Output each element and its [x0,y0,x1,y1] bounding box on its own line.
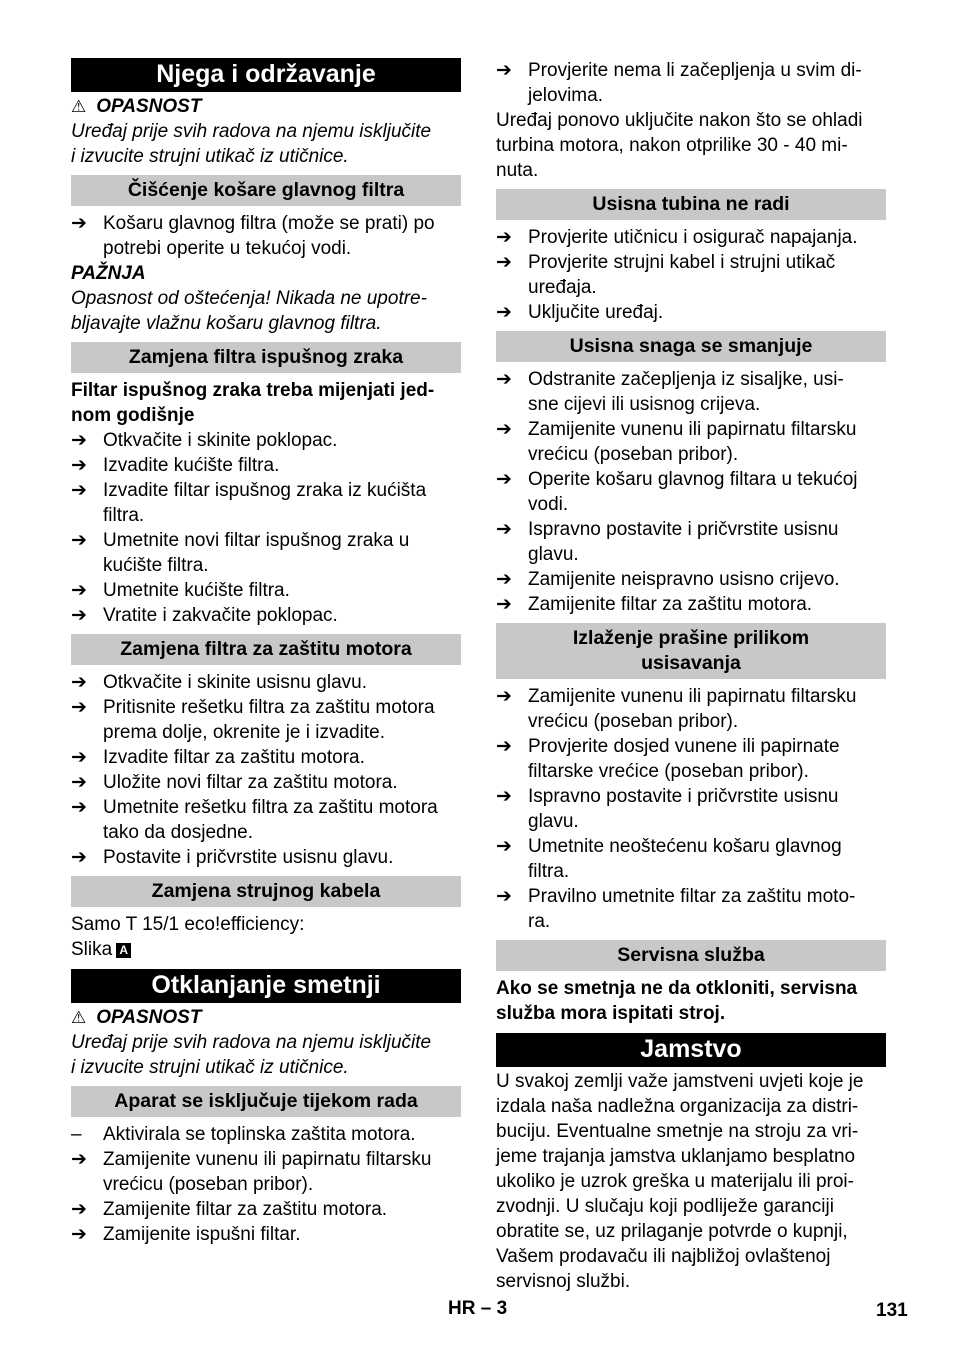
list-item: ➔ Provjerite dosjed vunene ili papirnate filtarske vrećice (poseban pribor). [496,736,840,782]
list-item: ➔ Zamijenite vunenu ili papirnatu filtarsku vrećicu (poseban pribor). [71,1149,432,1195]
heading-otklanjanje: Otklanjanje smetnji [71,969,461,1003]
figure-a-badge: A [116,943,131,958]
arrow-right-icon: ➔ [71,1149,87,1170]
list-item: ➔ Izvadite filtar ispušnog zraka iz kućišta filtra. [71,480,427,526]
arrow-right-icon: ➔ [71,847,87,868]
list-item: ➔ Izvadite filtar za zaštitu motora. [71,747,365,768]
body-text: Uređaj ponovo uključite nakon što se ohladi turbina motora, nakon otprilike 30 - 40 mi- nuta. [496,110,863,181]
list-item: ➔ Provjerite utičnicu i osigurač napajanja. [496,227,858,248]
arrow-right-icon: ➔ [71,697,87,718]
section-title-prasina: Izlaženje prašine prilikom usisavanja [496,623,886,679]
arrow-right-icon: ➔ [71,605,87,626]
list-item: ➔ Zamijenite ispušni filtar. [71,1224,301,1245]
list-item: ➔ Postavite i pričvrstite usisnu glavu. [71,847,394,868]
arrow-right-icon: ➔ [496,252,512,273]
list-item: ➔ Umetnite neoštećenu košaru glavnog filtra. [496,836,842,882]
arrow-right-icon: ➔ [496,836,512,857]
list-item: ➔ Zamijenite filtar za zaštitu motora. [496,594,813,615]
danger-label: ⚠ OPASNOST [71,1007,202,1028]
arrow-right-icon: ➔ [71,580,87,601]
arrow-right-icon: ➔ [71,672,87,693]
arrow-right-icon: ➔ [496,227,512,248]
arrow-right-icon: ➔ [496,419,512,440]
list-item: ➔ Umetnite kućište filtra. [71,580,290,601]
list-item: ➔ Ispravno postavite i pričvrstite usisnu glavu. [496,519,839,565]
footer-section-label: HR – 3 [448,1298,508,1319]
arrow-right-icon: ➔ [71,772,87,793]
caution-label: PAŽNJA [71,263,146,284]
section-title-kosara: Čišćenje košare glavnog filtra [71,175,461,206]
danger-text: Uređaj prije svih radova na njemu isključite i izvucite strujni utikač iz utičnice. [71,121,432,167]
arrow-right-icon: ➔ [496,302,512,323]
list-item: ➔ Pritisnite rešetku filtra za zaštitu motora prema dolje, okrenite je i izvadite. [71,697,435,743]
section-title-motor: Zamjena filtra za zaštitu motora [71,634,461,665]
section-title-snaga: Usisna snaga se smanjuje [496,331,886,362]
list-item: ➔ Zamijenite vunenu ili papirnatu filtarsku vrećicu (poseban pribor). [496,686,857,732]
list-item: ➔ Umetnite novi filtar ispušnog zraka u kućište filtra. [71,530,410,576]
arrow-right-icon: ➔ [496,519,512,540]
arrow-right-icon: ➔ [496,569,512,590]
list-item: ➔ Otkvačite i skinite usisnu glavu. [71,672,368,693]
dash-marker: – [71,1124,82,1145]
section-title-ispusni: Zamjena filtra ispušnog zraka [71,342,461,373]
arrow-right-icon: ➔ [496,686,512,707]
section-title-servis: Servisna služba [496,940,886,971]
list-item: ➔ Zamijenite vunenu ili papirnatu filtarsku vrećicu (poseban pribor). [496,419,857,465]
list-item: ➔ Uključite uređaj. [496,302,664,323]
list-item: ➔ Uložite novi filtar za zaštitu motora. [71,772,398,793]
list-item: ➔ Provjerite strujni kabel i strujni utikač uređaja. [496,252,836,298]
page-number: 131 [876,1300,908,1321]
model-note: Samo T 15/1 eco!efficiency: [71,914,305,935]
heading-njega: Njega i održavanje [71,58,461,92]
heading-jamstvo: Jamstvo [496,1033,886,1067]
right-column [496,58,886,1294]
section-intro: Filtar ispušnog zraka treba mijenjati jed- nom godišnje [71,380,435,426]
warning-triangle-icon: ⚠ [71,1008,87,1027]
list-item: ➔ Košaru glavnog filtra (može se prati) po potrebi operite u tekućoj vodi. [71,213,435,259]
arrow-right-icon: ➔ [496,886,512,907]
section-title-iskljucuje: Aparat se isključuje tijekom rada [71,1086,461,1117]
arrow-right-icon: ➔ [496,594,512,615]
arrow-right-icon: ➔ [71,797,87,818]
list-item: ➔ Zamijenite neispravno usisno crijevo. [496,569,840,590]
arrow-right-icon: ➔ [71,480,87,501]
warranty-text: U svakoj zemlji važe jamstveni uvjeti koje je izdala naša nadležna organizacija za distri- buciju. Eventualne smetnje na stroju za vri- jeme trajanja jamstva uklanjamo besplatno ukoliko je uzrok greška u materijalu ili proi- zvodnji. U slučaju koji podliježe garanciji obratite se, uz prilaganje potvrde o kupnji, Vašem prodavaču ili najbližoj ovlaštenoj servisnoj službi. [496,1071,864,1292]
arrow-right-icon: ➔ [496,60,512,81]
service-note: Ako se smetnja ne da otkloniti, servisna služba mora ispitati stroj. [496,978,858,1024]
danger-text: Uređaj prije svih radova na njemu isključite i izvucite strujni utikač iz utičnice. [71,1032,432,1078]
section-title-tubina: Usisna tubina ne radi [496,189,886,220]
list-item: ➔ Vratite i zakvačite poklopac. [71,605,338,626]
caution-text: Opasnost od oštećenja! Nikada ne upotre- bljavajte vlažnu košaru glavnog filtra. [71,288,427,334]
arrow-right-icon: ➔ [496,736,512,757]
arrow-right-icon: ➔ [71,530,87,551]
list-item: ➔ Zamijenite filtar za zaštitu motora. [71,1199,388,1220]
arrow-right-icon: ➔ [71,747,87,768]
warning-triangle-icon: ⚠ [71,97,87,116]
arrow-right-icon: ➔ [496,786,512,807]
list-item: ➔ Umetnite rešetku filtra za zaštitu motora tako da dosjedne. [71,797,438,843]
arrow-right-icon: ➔ [71,213,87,234]
list-item: ➔ Izvadite kućište filtra. [71,455,280,476]
figure-ref: Slika A [71,937,461,962]
list-item: ➔ Operite košaru glavnog filtara u tekućoj vodi. [496,469,858,515]
arrow-right-icon: ➔ [71,455,87,476]
arrow-right-icon: ➔ [71,1224,87,1245]
arrow-right-icon: ➔ [71,430,87,451]
section-title-kabel: Zamjena strujnog kabela [71,876,461,907]
list-item: ➔ Provjerite nema li začepljenja u svim di- jelovima. [496,60,862,106]
arrow-right-icon: ➔ [71,1199,87,1220]
list-item: ➔ Otkvačite i skinite poklopac. [71,430,338,451]
left-column [71,58,461,1247]
list-item: ➔ Ispravno postavite i pričvrstite usisnu glavu. [496,786,839,832]
list-item: – Aktivirala se toplinska zaštita motora. [71,1124,416,1145]
arrow-right-icon: ➔ [496,469,512,490]
list-item: ➔ Pravilno umetnite filtar za zaštitu moto- ra. [496,886,856,932]
arrow-right-icon: ➔ [496,369,512,390]
danger-label: ⚠ OPASNOST [71,96,202,117]
list-item: ➔ Odstranite začepljenja iz sisaljke, usi- sne cijevi ili usisnog crijeva. [496,369,844,415]
